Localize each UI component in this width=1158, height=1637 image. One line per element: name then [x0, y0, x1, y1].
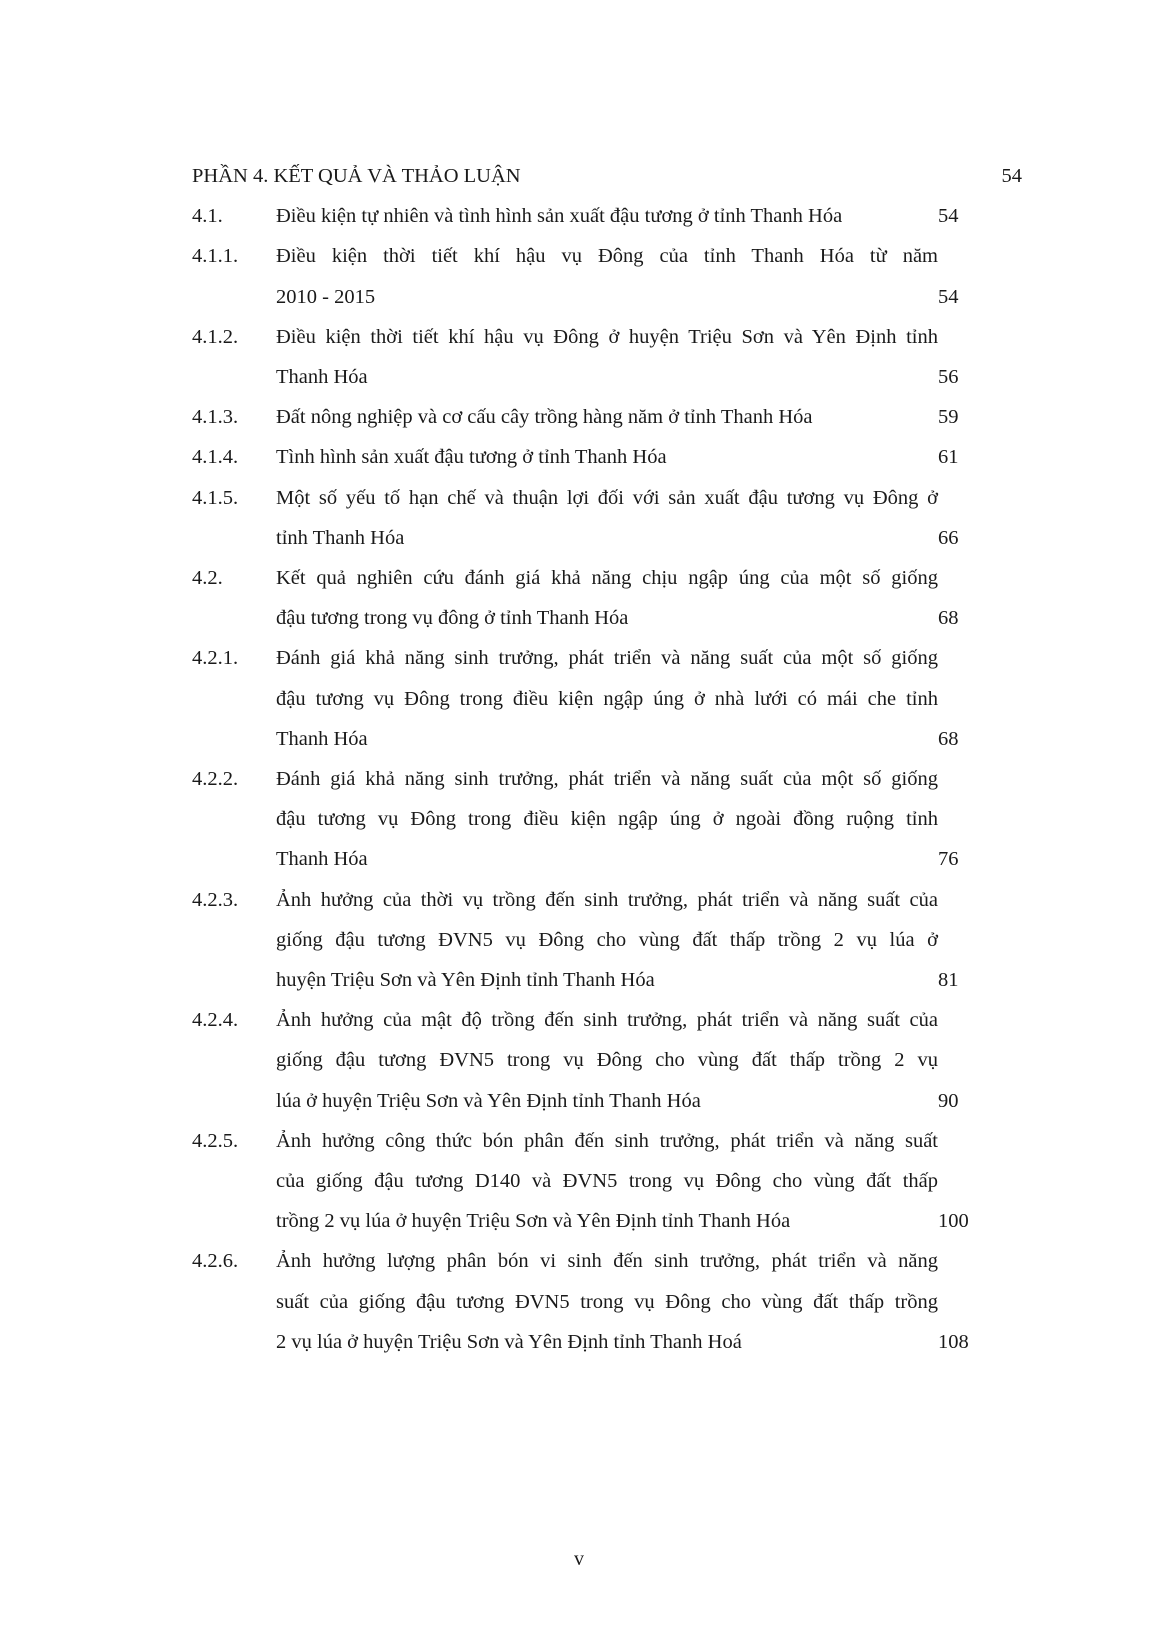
toc-entry-title: [276, 1241, 1022, 1362]
toc-entry-title: [276, 759, 1022, 880]
toc-entry-page: 108: [938, 1330, 969, 1353]
toc-entry-line-text: Thanh Hóa: [276, 727, 368, 750]
toc-entry-title: [276, 880, 1022, 1001]
toc-entry[interactable]: [192, 478, 1022, 558]
toc-entry-page: 68: [938, 727, 959, 750]
toc-entry-number: 4.1.: [192, 205, 223, 228]
toc-entry-title: [276, 317, 1022, 397]
toc-entry-line: giống đậu tương ĐVN5 vụ Đông cho vùng đất thấp trồng 2 vụ lúa ở: [276, 928, 938, 951]
toc-entry[interactable]: [192, 1000, 1022, 1121]
toc-entry[interactable]: [192, 558, 1022, 638]
toc-entry-line-text: Tình hình sản xuất đậu tương ở tỉnh Thanh Hóa: [276, 446, 667, 469]
toc-entry-line: Đánh giá khả năng sinh trưởng, phát triển và năng suất của một số giống: [276, 647, 938, 670]
toc-entry-line: [276, 277, 1022, 317]
toc-entry-line: [276, 1081, 1022, 1121]
toc-entry-number: 4.2.: [192, 567, 223, 590]
toc-entry-line: [276, 719, 1022, 759]
toc-entry[interactable]: [192, 236, 1022, 316]
toc-entry-title: [276, 397, 1022, 437]
toc-entry-line: [276, 518, 1022, 558]
toc-entry-page: 68: [938, 607, 959, 630]
toc-entry[interactable]: [192, 397, 1022, 437]
toc-entry-line-text: đậu tương trong vụ đông ở tỉnh Thanh Hóa: [276, 607, 629, 630]
toc-entry-line: suất của giống đậu tương ĐVN5 trong vụ Đông cho vùng đất thấp trồng: [276, 1290, 938, 1313]
toc-entry[interactable]: [192, 880, 1022, 1001]
toc-entry-page: 76: [938, 848, 959, 871]
toc-entry-line: Đánh giá khả năng sinh trưởng, phát triển và năng suất của một số giống: [276, 768, 938, 791]
toc-entry-line-text: tỉnh Thanh Hóa: [276, 526, 405, 549]
toc-entry-number: 4.2.3.: [192, 888, 239, 911]
part-page: 54: [1001, 165, 1022, 187]
toc-entry-line: [276, 839, 1022, 879]
toc-entry-title: [276, 236, 1022, 316]
toc-entry-title: [276, 196, 1022, 236]
toc-entry-line: Ảnh hưởng của thời vụ trồng đến sinh trưởng, phát triển và năng suất của: [276, 888, 938, 911]
toc-entry-title: [276, 478, 1022, 558]
toc-entry-page: 81: [938, 969, 959, 992]
toc-entry-line: [276, 357, 1022, 397]
toc-entry-line: [276, 1201, 1022, 1241]
toc-entry-page: 54: [938, 285, 959, 308]
toc-entry[interactable]: [192, 437, 1022, 477]
toc-part-heading[interactable]: [192, 156, 1022, 196]
toc-entry-line-text: Thanh Hóa: [276, 366, 368, 389]
toc-entry-number: 4.1.1.: [192, 245, 239, 268]
toc-entry-page: 100: [938, 1210, 969, 1233]
toc-entry-line-text: trồng 2 vụ lúa ở huyện Triệu Sơn và Yên Định tỉnh Thanh Hóa: [276, 1210, 791, 1233]
toc-entry-line: [276, 1322, 1022, 1362]
toc-entry-number: 4.2.2.: [192, 768, 239, 791]
toc-entry-page: 54: [938, 205, 959, 228]
toc-entry[interactable]: [192, 196, 1022, 236]
toc-entry-line: Điều kiện thời tiết khí hậu vụ Đông ở huyện Triệu Sơn và Yên Định tỉnh: [276, 325, 938, 348]
toc-entry-line: [276, 397, 1022, 437]
toc-entry-line: [276, 437, 1022, 477]
toc-entry-line-text: 2 vụ lúa ở huyện Triệu Sơn và Yên Định tỉnh Thanh Hoá: [276, 1330, 742, 1353]
toc-entry-line: Một số yếu tố hạn chế và thuận lợi đối với sản xuất đậu tương vụ Đông ở: [276, 486, 938, 509]
toc-entry-title: [276, 1000, 1022, 1121]
toc-entry-number: 4.1.5.: [192, 486, 239, 509]
toc-entry-page: 56: [938, 366, 959, 389]
toc-entry-number: 4.1.2.: [192, 325, 239, 348]
toc-entry-line: Điều kiện thời tiết khí hậu vụ Đông của tỉnh Thanh Hóa từ năm: [276, 245, 938, 268]
toc-entry[interactable]: [192, 1241, 1022, 1362]
toc-entry-line: Kết quả nghiên cứu đánh giá khả năng chịu ngập úng của một số giống: [276, 567, 938, 590]
toc-entry-line-text: Thanh Hóa: [276, 848, 368, 871]
toc-entry-number: 4.2.4.: [192, 1009, 239, 1032]
toc-entry-line-text: Điều kiện tự nhiên và tình hình sản xuất đậu tương ở tỉnh Thanh Hóa: [276, 205, 843, 228]
toc-entry[interactable]: [192, 1121, 1022, 1242]
toc-entry-line: [276, 196, 1022, 236]
part-label: PHẦN 4. KẾT QUẢ VÀ THẢO LUẬN: [192, 165, 521, 187]
toc-entry-title: [276, 1121, 1022, 1242]
toc-entry-line-text: 2010 - 2015: [276, 285, 376, 308]
toc-entries: [192, 196, 1022, 1362]
table-of-contents: [192, 156, 1022, 1362]
toc-entry-page: 59: [938, 406, 959, 429]
toc-entry-number: 4.2.1.: [192, 647, 239, 670]
toc-entry-title: [276, 638, 1022, 759]
toc-entry-page: 61: [938, 446, 959, 469]
toc-entry-number: 4.1.4.: [192, 446, 239, 469]
page-number: v: [574, 1548, 584, 1570]
toc-entry-line-text: huyện Triệu Sơn và Yên Định tỉnh Thanh Hóa: [276, 969, 655, 992]
toc-entry[interactable]: [192, 638, 1022, 759]
toc-entry-line: đậu tương vụ Đông trong điều kiện ngập úng ở nhà lưới có mái che tỉnh: [276, 687, 938, 710]
toc-entry-line: đậu tương vụ Đông trong điều kiện ngập úng ở ngoài đồng ruộng tỉnh: [276, 808, 938, 831]
toc-entry-line: của giống đậu tương D140 và ĐVN5 trong vụ Đông cho vùng đất thấp: [276, 1170, 938, 1193]
toc-entry-title: [276, 558, 1022, 638]
toc-entry-line: giống đậu tương ĐVN5 trong vụ Đông cho vùng đất thấp trồng 2 vụ: [276, 1049, 938, 1072]
toc-entry-line: [276, 960, 1022, 1000]
toc-entry-line: Ảnh hưởng của mật độ trồng đến sinh trưởng, phát triển và năng suất của: [276, 1009, 938, 1032]
toc-entry-page: 90: [938, 1089, 959, 1112]
toc-entry-line: Ảnh hưởng lượng phân bón vi sinh đến sinh trưởng, phát triển và năng: [276, 1250, 938, 1273]
toc-entry[interactable]: [192, 759, 1022, 880]
toc-entry[interactable]: [192, 317, 1022, 397]
toc-entry-number: 4.2.6.: [192, 1250, 239, 1273]
toc-entry-title: [276, 437, 1022, 477]
toc-entry-number: 4.2.5.: [192, 1129, 239, 1152]
toc-entry-number: 4.1.3.: [192, 406, 239, 429]
toc-entry-line: [276, 598, 1022, 638]
toc-entry-page: 66: [938, 526, 959, 549]
toc-entry-line-text: Đất nông nghiệp và cơ cấu cây trồng hàng năm ở tỉnh Thanh Hóa: [276, 406, 813, 429]
toc-entry-line: Ảnh hưởng công thức bón phân đến sinh trưởng, phát triển và năng suất: [276, 1129, 938, 1152]
toc-entry-line-text: lúa ở huyện Triệu Sơn và Yên Định tỉnh Thanh Hóa: [276, 1089, 701, 1112]
